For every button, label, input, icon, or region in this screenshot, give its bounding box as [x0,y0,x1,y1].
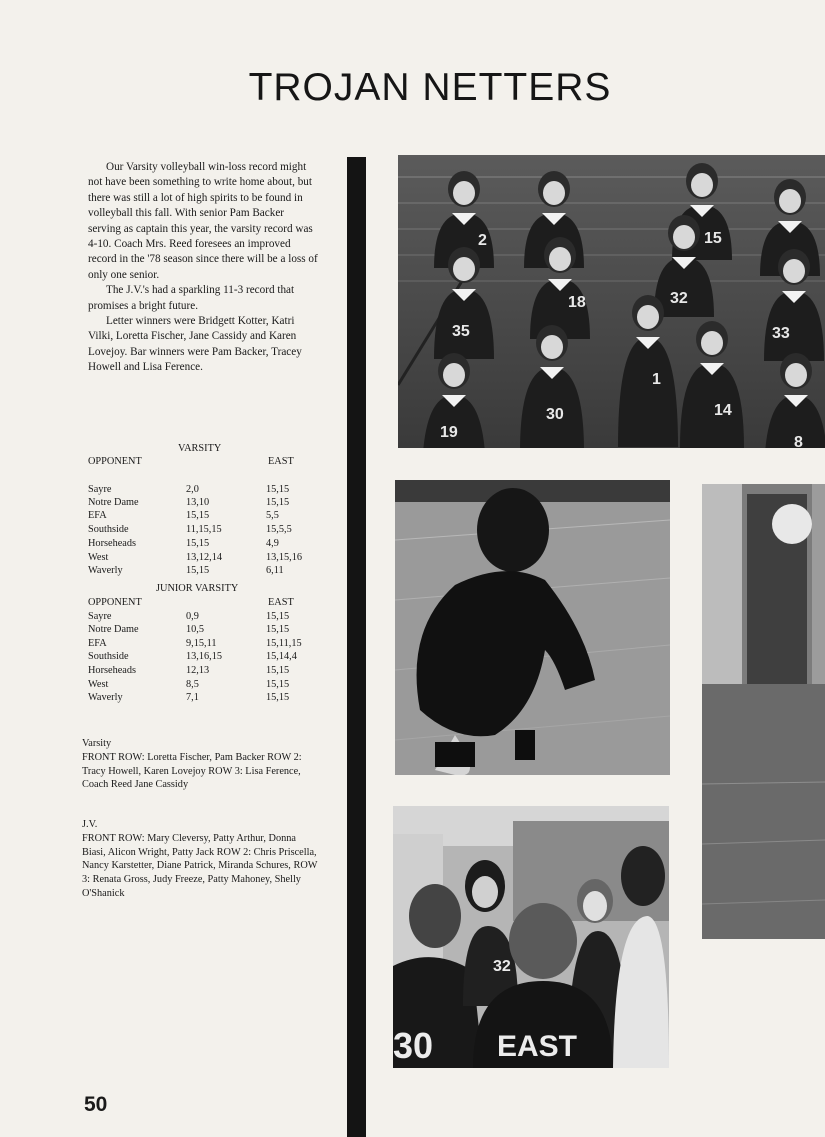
jv-roster-caption [82,818,318,901]
jersey-number: 30 [393,1025,434,1066]
jersey-number: 35 [452,323,470,340]
varsity-row: Horseheads 15,15 4,9 [88,538,279,549]
jv-heading: JUNIOR VARSITY [156,583,239,594]
jv-roster-heading: J.V. [82,819,98,830]
varsity-roster-caption [82,737,318,792]
varsity-row: Waverly 15,15 6,11 [88,565,284,576]
crouching-player-image [395,480,670,775]
varsity-row: Sayre 2,0 15,15 [88,484,290,495]
volleyball-gym-image [702,484,825,939]
huddle-photo [393,806,669,1068]
jv-row: Sayre 0,9 15,15 [88,611,290,622]
intro-paragraph: Letter winners were Bridgett Kotter, Katri Vilki, Loretta Fischer, Jane Cassidy and Karen Lovejoy. Bar winners were Pam Backer, Tracey Howell and Lisa Ference. [88,315,302,374]
jv-row: EFA 9,15,11 15,11,15 [88,638,302,649]
varsity-heading: VARSITY [178,443,222,454]
column-divider-bar [347,157,366,1137]
crouching-player-photo [395,480,670,775]
varsity-roster-heading: Varsity [82,738,112,749]
huddle-image [393,806,669,1068]
varsity-row: EFA 15,15 5,5 [88,510,279,521]
jersey-number: 32 [493,958,511,975]
varsity-opponent-header: OPPONENT [88,456,142,467]
jersey-number: 14 [714,402,732,419]
page-title: TROJAN NETTERS [248,66,612,109]
jersey-number: 2 [478,232,487,249]
team-photo-image [398,155,825,448]
jv-row: Waverly 7,1 15,15 [88,692,290,703]
intro-text [88,160,318,376]
intro-paragraph: Our Varsity volleyball win-loss record might not have been something to write home about, but there was still a lot of high spirits to be found in volleyball this fall. With senior Pam Backer serving as captain this year, the varsity record was 4-10. Coach Mrs. Reed foresees an improved record in the '78 season since there will be a loss of only one senior. [88,161,318,281]
page-number: 50 [84,1093,108,1116]
jersey-number: 15 [704,230,722,247]
jv-east-header: EAST [268,597,294,608]
jersey-number: 32 [670,290,688,307]
jersey-number: 30 [546,406,564,423]
volleyball-icon [772,504,812,544]
varsity-roster-names: FRONT ROW: Loretta Fischer, Pam Backer ROW 2: Tracy Howell, Karen Lovejoy ROW 3: Lisa Ference, Coach Reed Jane Cassidy [82,751,302,791]
jersey-number: 33 [772,325,790,342]
jv-row: West 8,5 15,15 [88,679,290,690]
jersey-number: 18 [568,294,586,311]
jersey-number: 8 [794,434,803,448]
team-photo [398,155,825,448]
jv-opponent-header: OPPONENT [88,597,142,608]
volleyball-gym-photo [702,484,825,939]
varsity-row: West 13,12,14 13,15,16 [88,552,303,563]
jersey-number: 1 [652,371,661,388]
jv-row: Notre Dame 10,5 15,15 [88,624,290,635]
jersey-text: EAST [497,1030,578,1063]
jv-roster-names: FRONT ROW: Mary Cleversy, Patty Arthur, Donna Biasi, Alicon Wright, Patty Jack ROW 2: Chris Priscella, Nancy Karstetter, Diane Patrick, Miranda Schures, ROW 3: Renata Gross, Judy Freeze, Patty Mahoney, Shelly O'Shanick [82,832,318,899]
intro-paragraph: The J.V.'s had a sparkling 11-3 record that promises a bright future. [88,284,295,312]
jv-row: Horseheads 12,13 15,15 [88,665,290,676]
varsity-row: Notre Dame 13,10 15,15 [88,497,290,508]
jersey-number: 19 [440,424,458,441]
varsity-row: Southside 11,15,15 15,5,5 [88,524,292,535]
jv-row: Southside 13,16,15 15,14,4 [88,651,297,662]
varsity-east-header: EAST [268,456,294,467]
